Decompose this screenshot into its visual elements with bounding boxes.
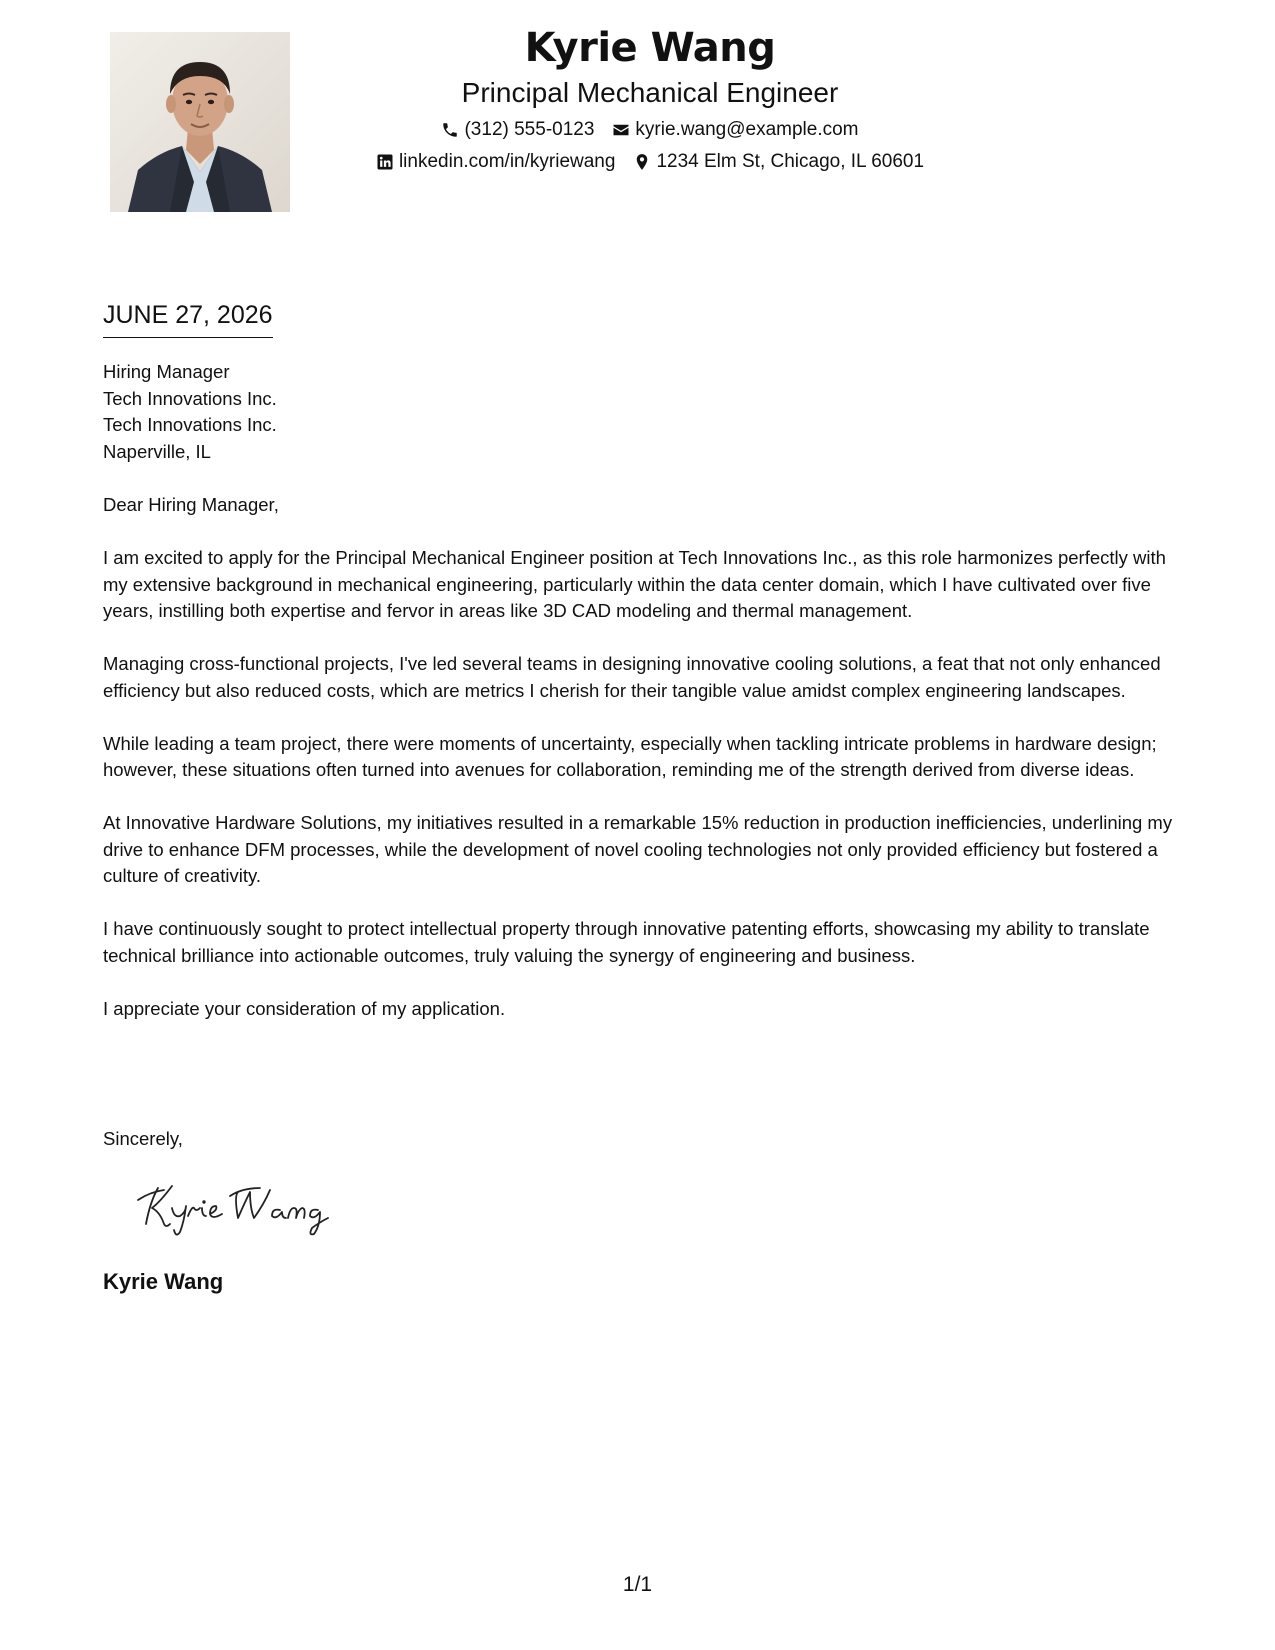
map-marker-icon bbox=[633, 153, 651, 171]
portrait-image bbox=[110, 32, 290, 212]
recipient-line: Hiring Manager bbox=[103, 361, 230, 382]
applicant-name: Kyrie Wang bbox=[524, 25, 776, 71]
recipient-line: Tech Innovations Inc. bbox=[103, 387, 277, 409]
letter-body bbox=[103, 545, 1183, 1049]
letter-header bbox=[330, 20, 970, 174]
body-paragraph: While leading a team project, there were moments of uncertainty, especially when tackling intricate problems in hardware design; however, these situations often turned into avenues for collaboration, reminding me of the strength derived from diverse ideas. bbox=[103, 732, 1157, 780]
phone-text: (312) 555-0123 bbox=[464, 119, 595, 140]
body-paragraph: I have continuously sought to protect intellectual property through innovative patenting efforts, showcasing my ability to translate technical brilliance into actionable outcomes, truly valuing the synergy of engineering and business. bbox=[103, 918, 1150, 966]
signer-name: Kyrie Wang bbox=[103, 1269, 224, 1294]
closing-phrase: Sincerely, bbox=[103, 1128, 183, 1149]
address-text: 1234 Elm St, Chicago, IL 60601 bbox=[656, 151, 925, 172]
profile-photo bbox=[110, 32, 290, 212]
signature-drawing bbox=[130, 1178, 350, 1238]
contact-line-2 bbox=[330, 150, 970, 174]
letter-date: JUNE 27, 2026 bbox=[103, 299, 273, 338]
contact-line-1 bbox=[330, 118, 970, 142]
body-paragraph: I am excited to apply for the Principal Mechanical Engineer position at Tech Innovations Inc., as this role harmonizes perfectly with my extensive background in mechanical engineering, particularly within the data center domain, which I have cultivated over five years, instilling both expertise and fervor in areas like 3D CAD modeling and thermal management. bbox=[103, 547, 1166, 621]
applicant-job-title: Principal Mechanical Engineer bbox=[461, 77, 839, 108]
linkedin-text: linkedin.com/in/kyriewang bbox=[398, 151, 616, 172]
contact-address bbox=[633, 150, 924, 174]
body-paragraph: Managing cross-functional projects, I've led several teams in designing innovative cooling solutions, a feat that not only enhanced efficiency but also reduced costs, which are metrics I cherish for their tangible value amidst complex engineering landscapes. bbox=[103, 653, 1161, 701]
contact-email[interactable] bbox=[612, 118, 858, 142]
phone-icon bbox=[441, 121, 459, 139]
recipient-line: Naperville, IL bbox=[103, 440, 211, 462]
handwritten-signature bbox=[130, 1178, 350, 1238]
body-paragraph: At Innovative Hardware Solutions, my initiatives resulted in a remarkable 15% reduction in production inefficiencies, underlining my drive to enhance DFM processes, while the development of novel cooling technologies not only provided efficiency but fostered a culture of creativity. bbox=[103, 812, 1173, 886]
recipient-line: Tech Innovations Inc. bbox=[103, 414, 277, 435]
envelope-icon bbox=[612, 121, 630, 139]
page-number: 1/1 bbox=[622, 1573, 653, 1596]
salutation: Dear Hiring Manager, bbox=[103, 494, 279, 515]
body-paragraph: I appreciate your consideration of my application. bbox=[103, 997, 506, 1019]
contact-linkedin[interactable] bbox=[376, 150, 616, 174]
contact-phone bbox=[441, 118, 594, 142]
email-text: kyrie.wang@example.com bbox=[635, 119, 859, 140]
recipient-block bbox=[103, 359, 277, 465]
linkedin-icon bbox=[376, 153, 394, 171]
